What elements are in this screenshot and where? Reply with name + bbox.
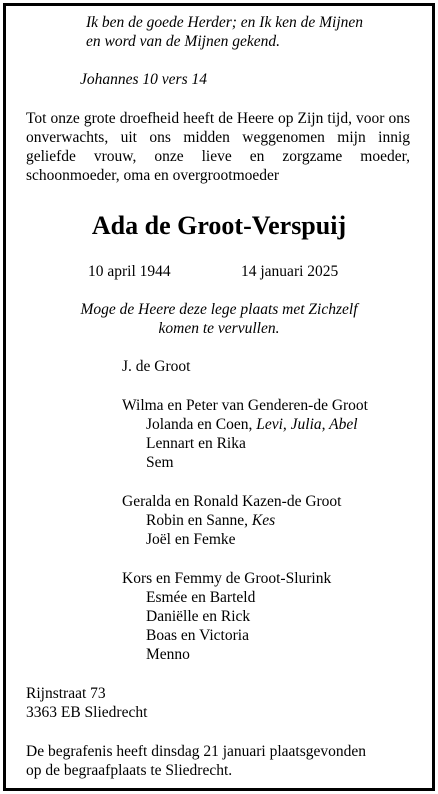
verse-line-2: en word van de Mijnen gekend. (86, 33, 280, 50)
grandchild-names: Levi, Julia, Abel (256, 416, 358, 433)
memorial-wish (0, 300, 438, 338)
birth-date: 10 april 1944 (88, 263, 171, 280)
family-group-3-child-2: Daniëlle en Rick (146, 608, 251, 625)
family-group-3-child-4: Menno (146, 646, 190, 663)
wish-line-1: Moge de Heere deze lege plaats met Zichzelf (80, 301, 358, 318)
family-group-1-child-3: Sem (146, 454, 174, 471)
address-city: 3363 EB Sliedrecht (26, 704, 148, 721)
family-group-3-child-3: Boas en Victoria (146, 627, 249, 644)
family-group-2-head: Geralda en Ronald Kazen-de Groot (122, 493, 342, 510)
child-names: Robin en Sanne, (146, 512, 252, 529)
family-group-3-head: Kors en Femmy de Groot-Slurink (122, 570, 332, 587)
family-group-1-child-2: Lennart en Rika (146, 435, 246, 452)
verse-line-1: Ik ben de goede Herder; en Ik ken de Mijnen (86, 14, 364, 31)
family-group-1-child-1 (146, 415, 358, 434)
funeral-notice-line-1: De begrafenis heeft dinsdag 21 januari plaatsgevonden (26, 743, 367, 760)
family-group-2-child-2: Joël en Femke (146, 531, 236, 548)
verse-reference: Johannes 10 vers 14 (80, 71, 207, 88)
family-group-1-head: Wilma en Peter van Genderen-de Groot (122, 397, 368, 414)
family-group-3-child-1: Esmée en Barteld (146, 589, 256, 606)
child-names: Jolanda en Coen, (146, 416, 257, 433)
death-date: 14 januari 2025 (241, 263, 339, 280)
grandchild-names: Kes (251, 512, 276, 529)
bible-verse (86, 13, 363, 51)
husband-name: J. de Groot (122, 358, 191, 375)
family-group-2-child-1 (146, 511, 275, 530)
intro-text: Tot onze grote droefheid heeft de Heere op Zijn tijd, voor ons onverwachts, uit ons midden weggenomen mijn innig geliefde vrouw, onze lieve en zorgzame moeder, schoonmoeder, oma en overgrootmoeder (26, 110, 410, 184)
wish-line-2: komen te vervullen. (158, 320, 280, 337)
deceased-name: Ada de Groot-Verspuij (91, 211, 347, 240)
funeral-notice-line-2: op de begraafplaats te Sliedrecht. (26, 762, 233, 779)
address-street: Rijnstraat 73 (26, 685, 106, 702)
